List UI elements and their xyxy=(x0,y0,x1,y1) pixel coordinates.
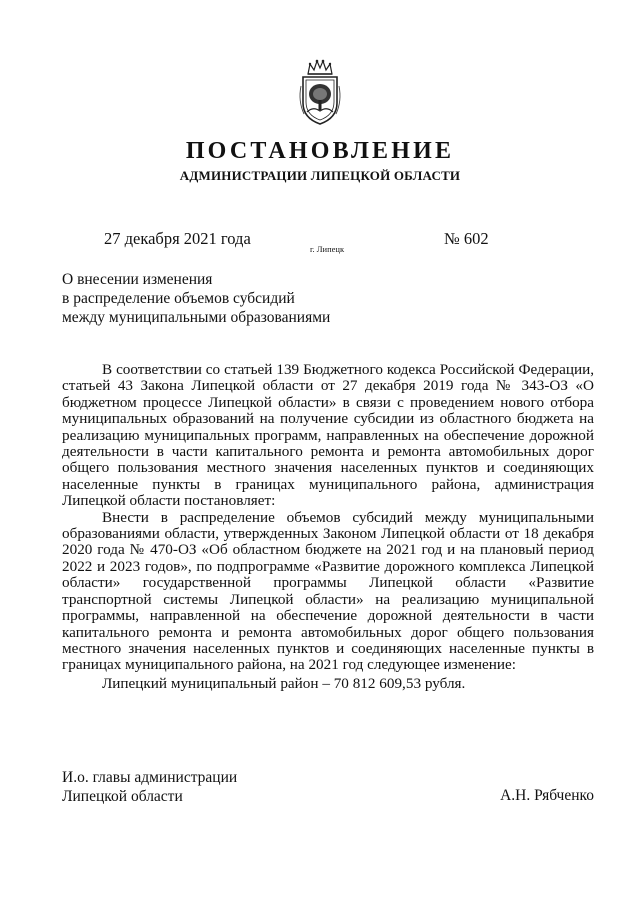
signature-position-line: И.о. главы администрации xyxy=(62,769,238,786)
subject-line: между муниципальными образованиями xyxy=(62,309,331,326)
signature-name: А.Н. Рябченко xyxy=(500,787,594,804)
document-title: ПОСТАНОВЛЕНИЕ xyxy=(185,138,455,164)
document-subtitle: АДМИНИСТРАЦИИ ЛИПЕЦКОЙ ОБЛАСТИ xyxy=(179,168,461,183)
subject-line: О внесении изменения xyxy=(62,271,213,288)
document-city: г. Липецк xyxy=(310,244,345,254)
subject-line: в распределение объемов субсидий xyxy=(62,290,295,307)
document-subject xyxy=(62,270,330,327)
lipetsk-coat-of-arms-icon xyxy=(296,56,344,128)
signature-position xyxy=(62,768,237,806)
document-date: 27 декабря 2021 года xyxy=(104,229,251,248)
document-number: № 602 xyxy=(444,229,489,248)
body-paragraph-preamble: В соответствии со статьей 139 Бюджетного кодекса Российской Федерации, статьей 43 Закона Липецкой области от 27 декабря 2019 года № 343-ОЗ «О бюджетном процессе Липецкой области» в связи с проведением нового отбора муниципальных образований на получение субсидии из областного бюджета на реализацию муниципальных программ, направленных на обеспечение дорожной деятельности в части капитального ремонта и ремонта автомобильных дорог общего пользования местного значения населенных пунктов и соединяющих населенные пункты в границах муниципального района, администрация Липецкой области постановляет: xyxy=(62,361,594,510)
document-body xyxy=(62,362,594,692)
signature-position-line: Липецкой области xyxy=(62,788,183,805)
body-paragraph-decision: Внести в распределение объемов субсидий между муниципальными образованиями области, утвержденных Законом Липецкой области от 18 декабря 2020 года № 470-ОЗ «Об областном бюджете на 2021 год и на плановый период 2022 и 2023 годов», по подпрограмме «Развитие дорожного комплекса Липецкой области» государственной программы Липецкой области «Развитие транспортной системы Липецкой области» на реализацию муниципальной программы, направленной на обеспечение дорожной деятельности в части капитального ремонта и ремонта автомобильных дорог общего пользования местного значения населенных пунктов и соединяющих населенные пункты в границах муниципального района, на 2021 год следующее изменение: xyxy=(62,508,594,674)
body-paragraph-amount: Липецкий муниципальный район – 70 812 609,53 рубля. xyxy=(102,674,466,692)
